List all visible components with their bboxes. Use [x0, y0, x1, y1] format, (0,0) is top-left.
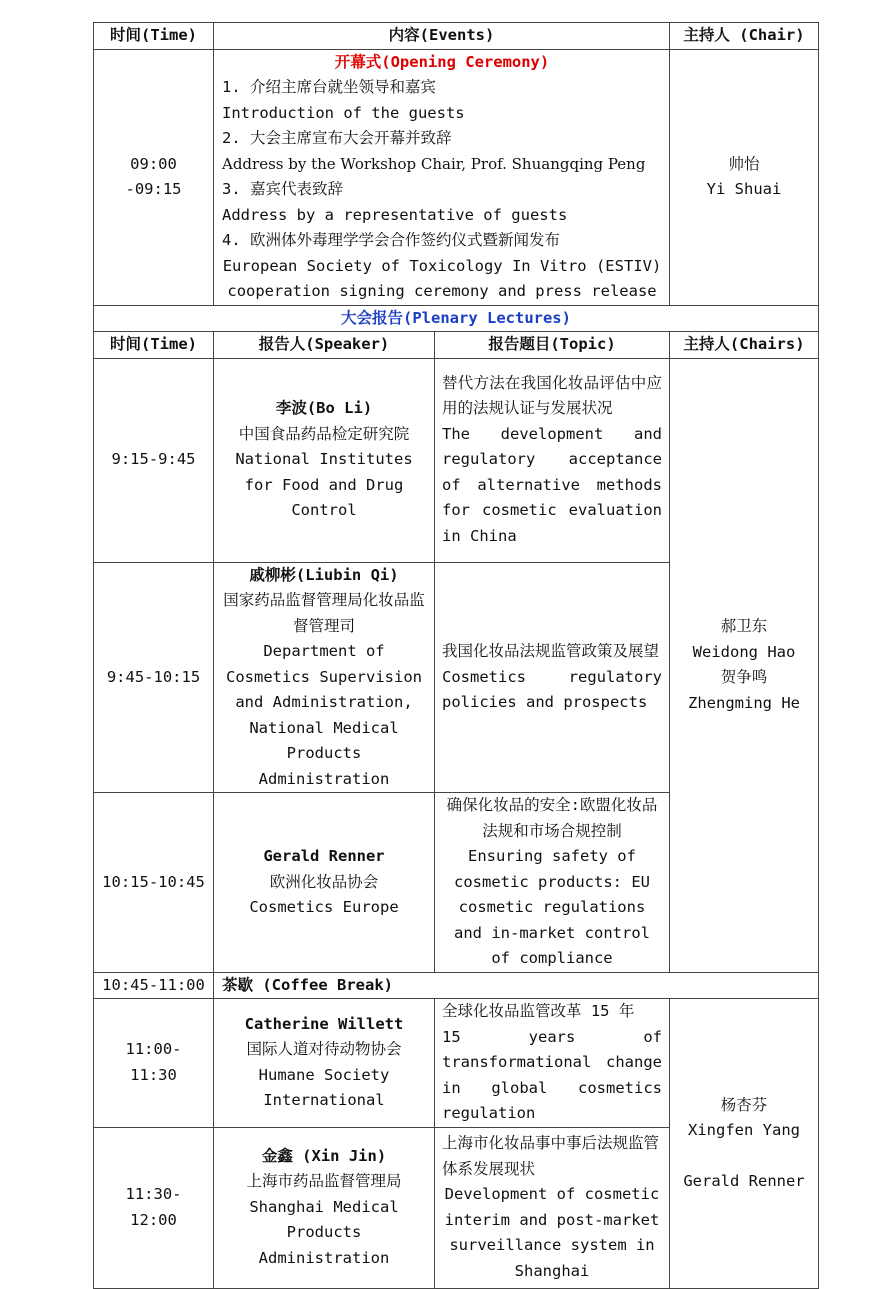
opening-row: [94, 49, 819, 305]
plenary-title: 大会报告(Plenary Lectures): [94, 305, 819, 332]
lecture-topic: [435, 562, 670, 793]
topic-cn: 上海市化妆品事中事后法规监管体系发展现状: [442, 1134, 660, 1178]
opening-chair: [670, 49, 819, 305]
chair-spacer: [677, 1144, 811, 1169]
opening-line: cooperation signing ceremony and press release: [227, 282, 657, 300]
opening-line: 3. 嘉宾代表致辞: [222, 180, 343, 198]
chairs-cell: [670, 999, 819, 1289]
speaker-org-en: Department of Cosmetics Supervision and Administration, National Medical Products Administration: [226, 642, 422, 788]
chair-name-cn: 杨杏芬: [720, 1095, 768, 1114]
opening-line: 2. 大会主席宣布大会开幕并致辞: [222, 129, 452, 147]
chair-name-en: Xingfen Yang: [688, 1121, 800, 1139]
opening-line: Address by a representative of guests: [222, 205, 568, 224]
chair-name-cn: 郝卫东: [720, 617, 768, 635]
lecture-time: 10:15-10:45: [94, 793, 214, 973]
lecture-time: 11:00- 11:30: [94, 999, 214, 1128]
opening-line: 1. 介绍主席台就坐领导和嘉宾: [222, 78, 436, 96]
lecture-time: 9:45-10:15: [94, 562, 214, 793]
lecture-speaker: [214, 1127, 435, 1288]
lecture-speaker: [214, 562, 435, 793]
speaker-name: Catherine Willett: [244, 1014, 404, 1033]
header-topic: 报告题目(Topic): [435, 332, 670, 359]
topic-cn: 我国化妆品法规监管政策及展望: [442, 642, 660, 660]
lecture-speaker: [214, 358, 435, 562]
header-events: 内容(Events): [214, 23, 670, 50]
agenda-table: [93, 22, 819, 1289]
speaker-name: Gerald Renner: [263, 847, 385, 865]
lecture-time: 9:15-9:45: [94, 358, 214, 562]
plenary-title-row: [94, 305, 819, 332]
speaker-org-cn: 欧洲化妆品协会: [269, 872, 379, 891]
topic-cn: 全球化妆品监管改革 15 年: [442, 1002, 635, 1020]
speaker-org-cn: 国际人道对待动物协会: [246, 1040, 402, 1059]
chair-name-en: Gerald Renner: [683, 1171, 805, 1190]
lecture-speaker: [214, 999, 435, 1128]
header-speaker: 报告人(Speaker): [214, 332, 435, 359]
opening-line: Address by the Workshop Chair, Prof. Shuangqing Peng: [222, 154, 646, 173]
header-chairs: 主持人(Chairs): [670, 332, 819, 359]
chair-name-cn: 贺争鸣: [720, 668, 768, 686]
opening-line: 4. 欧洲体外毒理学学会合作签约仪式暨新闻发布: [222, 231, 560, 249]
header-time: 时间(Time): [94, 23, 214, 50]
lecture-row: [94, 358, 819, 562]
lecture-time: 11:30- 12:00: [94, 1127, 214, 1288]
chair-name-en: Zhengming He: [688, 693, 800, 712]
lecture-topic: [435, 793, 670, 973]
opening-line: Introduction of the guests: [222, 103, 465, 122]
chair-name-cn: 帅怡: [728, 154, 760, 173]
speaker-org-en: Cosmetics Europe: [249, 898, 399, 916]
chair-name-en: Yi Shuai: [706, 180, 782, 198]
lecture-row: [94, 999, 819, 1128]
chair-name-en: Weidong Hao: [692, 642, 796, 661]
opening-content: [214, 49, 670, 305]
speaker-org-cn: 中国食品药品检定研究院: [238, 424, 410, 443]
speaker-name: 李波(Bo Li): [275, 399, 373, 418]
topic-en: Ensuring safety of cosmetic products: EU cosmetic regulations and in-market control of compliance: [454, 847, 650, 967]
speaker-name: 戚柳彬(Liubin Qi): [249, 565, 399, 584]
opening-time: 09:00 -09:15: [94, 49, 214, 305]
opening-title: 开幕式(Opening Ceremony): [334, 52, 550, 71]
topic-en: Cosmetics regulatory policies and prospects: [442, 667, 662, 711]
speaker-org-en: National Institutes for Food and Drug Control: [235, 450, 413, 520]
lecture-topic: [435, 999, 670, 1128]
break-time: 10:45-11:00: [94, 972, 214, 999]
speaker-org-en: Humane Society International: [258, 1065, 390, 1110]
speaker-org-cn: 上海市药品监督管理局: [246, 1172, 402, 1191]
speaker-name: 金鑫 (Xin Jin): [261, 1146, 387, 1165]
lecture-topic: [435, 1127, 670, 1288]
speaker-org-cn: 国家药品监督管理局化妆品监督管理司: [223, 591, 425, 635]
header-row-lectures: [94, 332, 819, 359]
topic-en: Development of cosmetic interim and post-market surveillance system in Shanghai: [444, 1185, 660, 1280]
speaker-org-en: Shanghai Medical Products Administration: [249, 1197, 399, 1267]
lecture-speaker: [214, 793, 435, 973]
lecture-topic: [435, 358, 670, 562]
chairs-cell: [670, 358, 819, 972]
coffee-break-row: [94, 972, 819, 999]
header-row-opening: [94, 23, 819, 50]
topic-cn: 替代方法在我国化妆品评估中应用的法规认证与发展状况: [442, 373, 662, 418]
topic-cn: 确保化妆品的安全:欧盟化妆品法规和市场合规控制: [446, 796, 658, 840]
break-label: 茶歇 (Coffee Break): [214, 972, 819, 999]
opening-line: European Society of Toxicology In Vitro (ESTIV): [222, 256, 662, 275]
header-chair: 主持人 (Chair): [670, 23, 819, 50]
topic-en: 15 years of transformational change in global cosmetics regulation: [442, 1027, 662, 1122]
header-time: 时间(Time): [94, 332, 214, 359]
topic-en: The development and regulatory acceptance of alternative methods for cosmetic evaluation in China: [442, 424, 662, 545]
